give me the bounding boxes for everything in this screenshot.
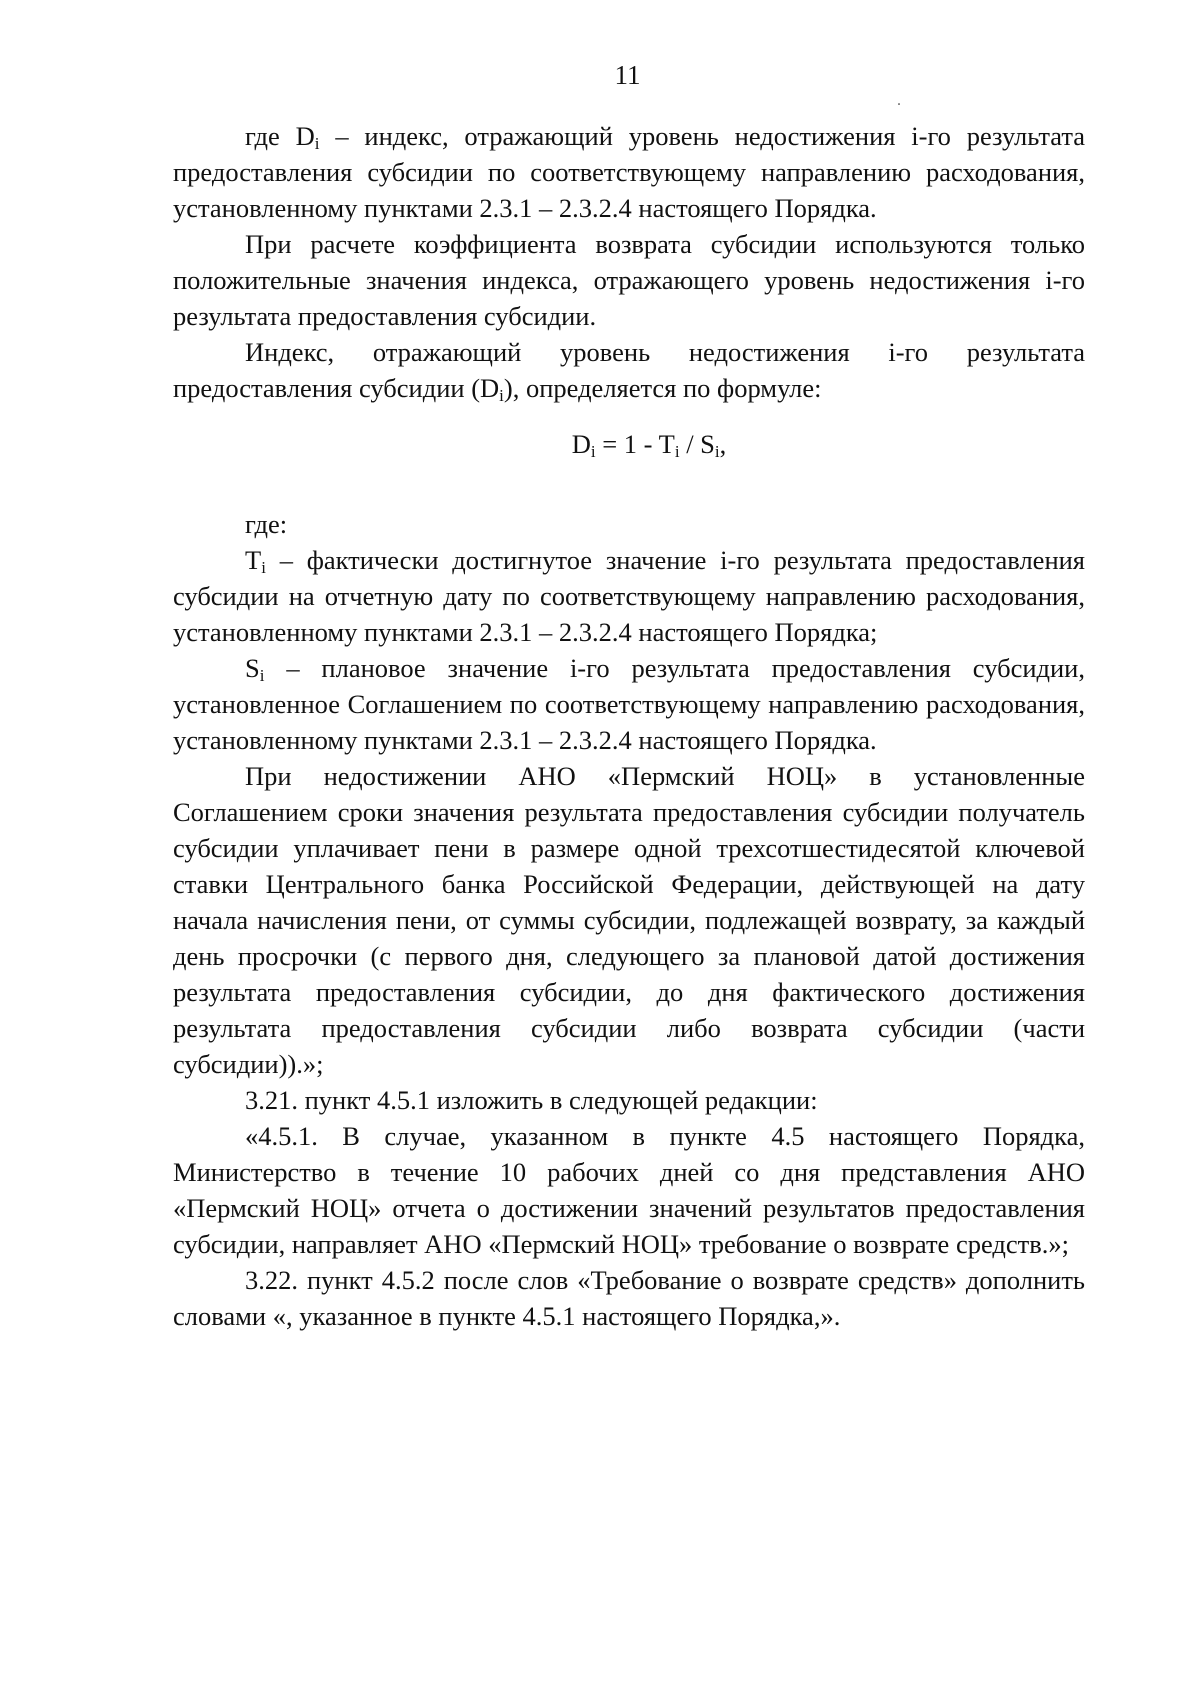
text-fragment: – индекс, отражающий уровень недостижения i-го результата предоставления субсидии по соответствующему направлению расходования, установленному пунктами 2.3.1 – 2.3.2.4 настоящего Порядка. xyxy=(173,121,1086,223)
text-fragment: – плановое значение i-го результата предоставления субсидии, установленное Соглашением по соответствующему направлению расходования, установленному пунктами 2.3.1 – 2.3.2.4 настоящего Порядка. xyxy=(173,653,1085,755)
text-fragment: T xyxy=(245,545,262,575)
subscript: i xyxy=(674,442,680,461)
paragraph-item-3-21: 3.21. пункт 4.5.1 изложить в следующей редакции: xyxy=(245,1085,818,1115)
paragraph-item-3-22: 3.22. пункт 4.5.2 после слов «Требование о возврате средств» дополнить словами «, указанное в пункте 4.5.1 настоящего Порядка,». xyxy=(173,1265,1085,1331)
text-fragment: где D xyxy=(245,121,315,151)
formula-part: = 1 - T xyxy=(595,429,675,459)
scan-speck: . xyxy=(897,92,901,109)
formula-part: / S xyxy=(679,429,715,459)
text-fragment: S xyxy=(245,653,260,683)
subscript: i xyxy=(590,442,596,461)
subscript: i xyxy=(499,386,504,405)
subscript: i xyxy=(259,666,265,685)
text-fragment: Индекс, отражающий уровень недостижения i-го результата предоставления субсидии (D xyxy=(173,337,1085,403)
paragraph-ti-definition xyxy=(173,542,1085,650)
subscript: i xyxy=(314,134,320,153)
document-body xyxy=(173,118,1085,1334)
paragraph-si-definition xyxy=(173,650,1085,758)
paragraph-where: где: xyxy=(245,509,288,539)
paragraph-index-formula-intro xyxy=(173,334,1085,406)
formula xyxy=(173,426,1085,462)
paragraph-di-definition xyxy=(173,118,1085,226)
paragraph-penalty: При недостижении АНО «Пермский НОЦ» в установленные Соглашением сроки значения результата предоставления субсидии получатель субсидии уплачивает пени в размере одной трехсотшестидесятой ключевой ставки Центрального банка Российской Федерации, действующей на дату начала начисления пени, от суммы субсидии, подлежащей возврату, за каждый день просрочки (с первого дня, следующего за плановой датой достижения результата предоставления субсидии, до дня фактического достижения результата предоставления субсидии либо возврата субсидии (части субсидии)).»; xyxy=(173,761,1085,1079)
subscript: i xyxy=(261,558,266,577)
paragraph-positive-values: При расчете коэффициента возврата субсидии используются только положительные значения индекса, отражающего уровень недостижения i-го результата предоставления субсидии. xyxy=(173,229,1085,331)
page-number: 11 xyxy=(614,60,641,90)
text-fragment: ), определяется по формуле: xyxy=(503,373,822,403)
text-fragment: – фактически достигнутое значение i-го результата предоставления субсидии на отчетную дату по соответствующему направлению расходования, установленному пунктами 2.3.1 – 2.3.2.4 настоящего Порядка; xyxy=(173,545,1085,647)
formula-part: , xyxy=(719,429,727,459)
formula-part: D xyxy=(571,429,591,459)
subscript: i xyxy=(714,442,720,461)
paragraph-quote-4-5-1: «4.5.1. В случае, указанном в пункте 4.5 настоящего Порядка, Министерство в течение 10 рабочих дней со дня представления АНО «Пермский НОЦ» отчета о достижении значений результатов предоставления субсидии, направляет АНО «Пермский НОЦ» требование о возврате средств.»; xyxy=(173,1121,1085,1259)
